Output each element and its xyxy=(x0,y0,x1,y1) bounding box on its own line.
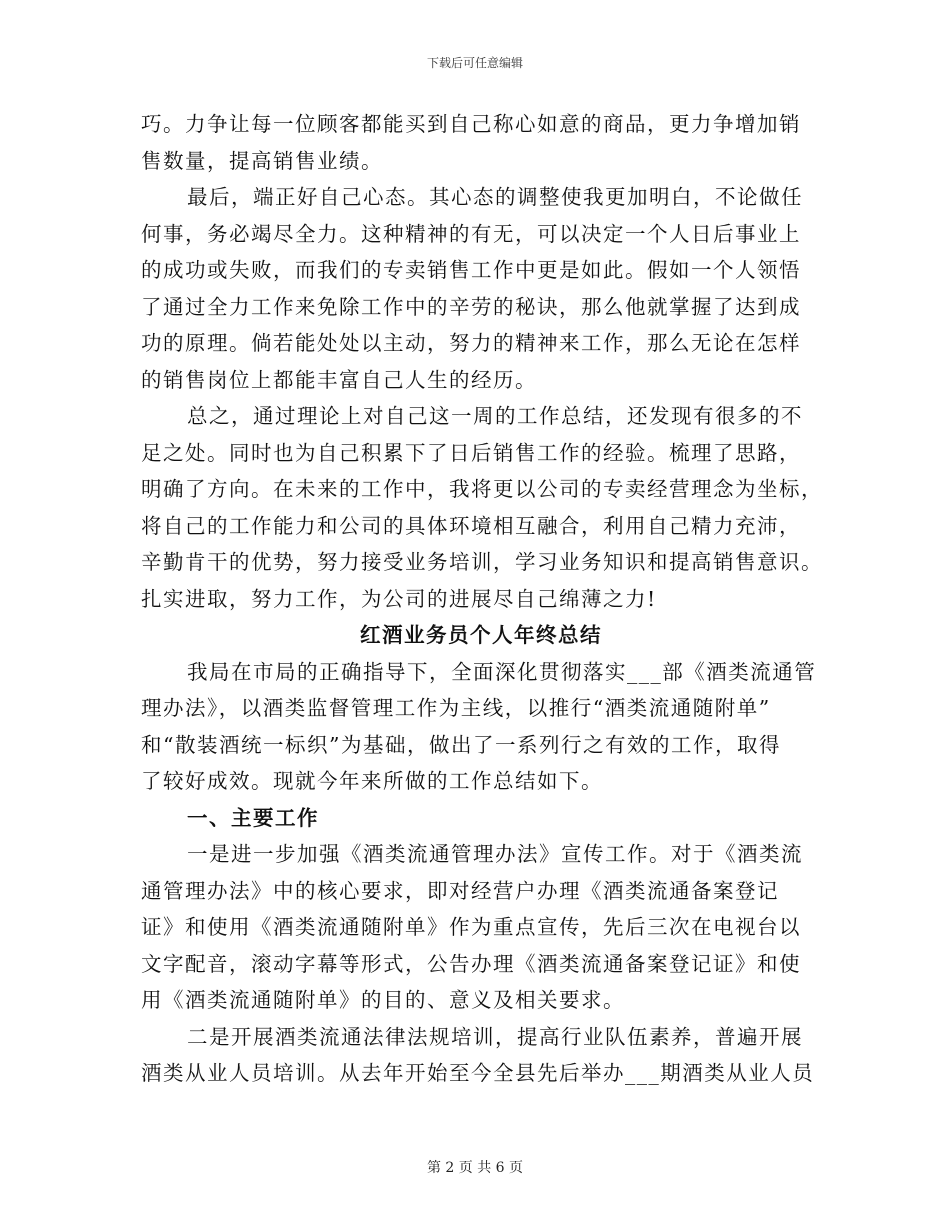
text-line: 了通过全力工作来免除工作中的辛劳的秘诀，那么他就掌握了达到成 xyxy=(141,294,801,319)
text-line: 我局在市局的正确指导下，全面深化贯彻落实___部《酒类流通管 xyxy=(187,659,817,684)
text-line: 何事，务必竭尽全力。这种精神的有无，可以决定一个人日后事业上 xyxy=(141,221,801,246)
text-line: 了较好成效。现就今年来所做的工作总结如下。 xyxy=(141,769,603,793)
text-line: 明确了方向。在未来的工作中，我将更以公司的专卖经营理念为坐标， xyxy=(141,477,823,501)
text-line: 一是进一步加强《酒类流通管理办法》宣传工作。对于《酒类流 xyxy=(187,842,803,866)
text-line: 通管理办法》中的核心要求，即对经营户办理《酒类流通备案登记 xyxy=(141,878,779,903)
text-line: 巧。力争让每一位顾客都能买到自己称心如意的商品，更力争增加销 xyxy=(141,112,801,136)
text-line: 证》和使用《酒类流通随附单》作为重点宣传，先后三次在电视台以 xyxy=(141,915,801,939)
text-line: 和“散装酒统一标织”为基础，做出了一系列行之有效的工作，取得 xyxy=(141,732,781,757)
text-line: 酒类从业人员培训。从去年开始至今全县先后举办___期酒类从业人员 xyxy=(141,1061,815,1085)
section-title: 红酒业务员个人年终总结 xyxy=(360,623,602,647)
text-line: 总之，通过理论上对自己这一周的工作总结，还发现有很多的不 xyxy=(187,404,803,428)
text-line: 售数量，提高销售业绩。 xyxy=(141,148,383,173)
text-line: 的销售岗位上都能丰富自己人生的经历。 xyxy=(141,367,537,392)
text-line: 文字配音，滚动字幕等形式，公告办理《酒类流通备案登记证》和使 xyxy=(141,951,801,976)
text-line: 辛勤肯干的优势，努力接受业务培训，学习业务知识和提高销售意识。 xyxy=(141,550,823,574)
text-line: 理办法》，以酒类监督管理工作为主线，以推行“酒类流通随附单” xyxy=(141,696,771,720)
text-line: 功的原理。倘若能处处以主动，努力的精神来工作，那么无论在怎样 xyxy=(141,331,801,355)
text-line: 最后，端正好自己心态。其心态的调整使我更加明白，不论做任 xyxy=(187,185,803,209)
section-heading: 一、主要工作 xyxy=(187,805,319,830)
page-footer: 第 2 页 共 6 页 xyxy=(426,1160,524,1176)
text-line: 扎实进取，努力工作，为公司的进展尽自己绵薄之力! xyxy=(141,586,657,611)
text-line: 二是开展酒类流通法律法规培训，提高行业队伍素养，普遍开展 xyxy=(187,1024,803,1049)
document-body xyxy=(141,106,821,1092)
text-line: 用《酒类流通随附单》的目的、意义及相关要求。 xyxy=(141,988,625,1012)
page-header: 下载后可任意编辑 xyxy=(426,56,523,70)
text-line: 将自己的工作能力和公司的具体环境相互融合，利用自己精力充沛， xyxy=(141,513,801,538)
text-line: 的成功或失败，而我们的专卖销售工作中更是如此。假如一个人领悟 xyxy=(141,258,801,282)
text-line: 足之处。同时也为自己积累下了日后销售工作的经验。梳理了思路， xyxy=(141,440,801,465)
